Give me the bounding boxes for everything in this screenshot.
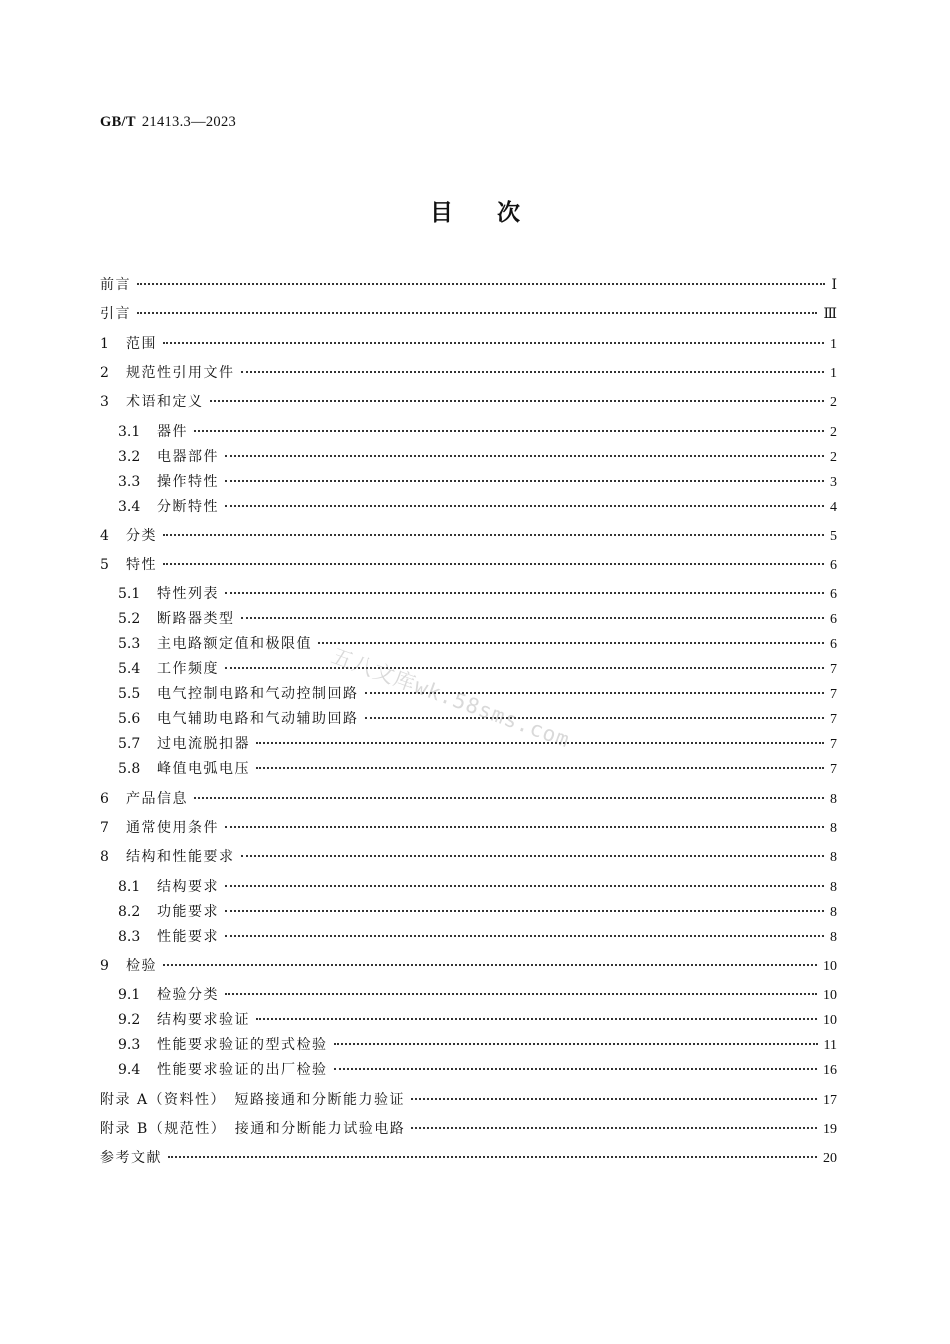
toc-entry-page: 10: [823, 958, 837, 974]
toc-entry-page: 11: [823, 1038, 837, 1054]
toc-entry-title: 前言: [100, 277, 131, 293]
dot-leader: [411, 1098, 817, 1100]
toc-entry-page: 6: [830, 612, 837, 628]
toc-entry[interactable]: [100, 1120, 837, 1139]
toc-entry-number: 5.6: [118, 711, 141, 728]
toc-entry-number: 5.3: [118, 636, 141, 653]
dot-leader: [163, 534, 824, 536]
toc-entry-number: 9.1: [118, 987, 141, 1004]
toc-entry[interactable]: [100, 393, 837, 412]
toc-entry[interactable]: [100, 364, 837, 383]
toc-entry-title: 分断特性: [157, 498, 219, 515]
toc-entry-title: 参考文献: [100, 1150, 162, 1167]
toc-entry[interactable]: [100, 848, 837, 867]
toc-entry-number: 8.1: [118, 878, 141, 895]
toc-entry-title: 附录 A（资料性） 短路接通和分断能力验证: [100, 1091, 406, 1108]
dot-leader: [225, 505, 824, 507]
toc-entry-page: 16: [823, 1063, 837, 1079]
toc-entry-page: 1: [830, 336, 837, 352]
dot-leader: [225, 455, 824, 457]
dot-leader: [225, 885, 824, 887]
toc-entry-title: 主电路额定值和极限值: [157, 636, 312, 653]
dot-leader: [334, 1068, 818, 1070]
toc-entry[interactable]: [118, 585, 837, 604]
toc-entry-page: 8: [830, 904, 837, 920]
dot-leader: [256, 1018, 817, 1020]
toc-entry-number: 8.3: [118, 928, 141, 945]
toc-entry-page: 7: [830, 662, 837, 678]
toc-entry-title: 术语和定义: [126, 394, 204, 411]
standard-number: 21413.3—2023: [141, 114, 237, 130]
toc-entry-number: 9.3: [118, 1037, 141, 1054]
toc-entry-page: 6: [830, 558, 837, 574]
toc-entry[interactable]: [118, 448, 837, 467]
standard-prefix: GB/T: [100, 114, 136, 130]
toc-entry[interactable]: [100, 819, 837, 838]
toc-entry-page: 6: [830, 587, 837, 603]
dot-leader: [241, 617, 825, 619]
toc-entry-title: 过电流脱扣器: [157, 736, 250, 753]
toc-entry-number: 5.8: [118, 761, 141, 778]
dot-leader: [137, 312, 817, 314]
toc-entry-number: 9.2: [118, 1012, 141, 1029]
toc-entry-page: 2: [830, 395, 837, 411]
toc-entry[interactable]: [118, 735, 837, 754]
toc-entry-page: 4: [830, 499, 837, 515]
toc-entry[interactable]: [118, 760, 837, 779]
dot-leader: [163, 342, 824, 344]
toc-entry-page: Ⅰ: [831, 278, 837, 293]
toc-entry-page: 8: [830, 821, 837, 836]
toc-entry-title: 功能要求: [157, 903, 219, 920]
dot-leader: [168, 1156, 817, 1158]
toc-entry-title: 工作频度: [157, 661, 219, 678]
toc-entry[interactable]: [118, 986, 837, 1005]
toc-entry-number: 5.4: [118, 661, 141, 678]
toc-entry[interactable]: [100, 335, 837, 354]
toc-entry-number: 3.1: [118, 423, 141, 440]
toc-entry[interactable]: [118, 610, 837, 629]
toc-entry-number: 5.1: [118, 586, 141, 603]
toc-entry-number: 3.3: [118, 473, 141, 490]
toc-entry-page: 7: [830, 687, 837, 703]
toc-entry[interactable]: [118, 1036, 837, 1055]
toc-entry[interactable]: [118, 928, 837, 947]
toc-entry[interactable]: [118, 1011, 837, 1030]
toc-entry-title: 产品信息: [126, 790, 188, 807]
toc-entry-page: 20: [823, 1151, 837, 1167]
dot-leader: [210, 400, 825, 402]
dot-leader: [241, 855, 825, 857]
dot-leader: [163, 964, 817, 966]
toc-entry-title: 特性: [126, 557, 157, 574]
dot-leader: [225, 935, 824, 937]
toc-entry-page: Ⅲ: [823, 307, 837, 323]
dot-leader: [194, 797, 824, 799]
toc-entry-page: 5: [830, 528, 837, 544]
toc-entry-number: 3.2: [118, 448, 141, 465]
toc-entry-page: 8: [830, 929, 837, 945]
dot-leader: [225, 592, 824, 594]
toc-entry-title: 峰值电弧电压: [157, 761, 250, 778]
toc-entry-page: 2: [830, 424, 837, 440]
toc-entry-title: 性能要求: [157, 928, 219, 945]
toc-entry[interactable]: [100, 276, 837, 295]
toc-entry-page: 6: [830, 637, 837, 653]
dot-leader: [241, 371, 825, 373]
toc-entry-title: 结构和性能要求: [126, 849, 235, 866]
toc-entry-title: 检验分类: [157, 987, 219, 1004]
toc-entry-title: 结构要求验证: [157, 1012, 250, 1029]
toc-entry-title: 器件: [157, 423, 188, 440]
toc-entry-title: 电气辅助电路和气动辅助回路: [157, 711, 359, 728]
dot-leader: [225, 826, 824, 828]
toc-entry-page: 8: [830, 879, 837, 895]
toc-entry-number: 5.5: [118, 686, 141, 703]
toc-entry-number: 8.2: [118, 903, 141, 920]
dot-leader: [194, 430, 824, 432]
dot-leader: [225, 910, 824, 912]
toc-entry-title: 规范性引用文件: [126, 364, 235, 381]
toc-entry-number: 7: [100, 820, 109, 836]
page-title: 目次: [430, 200, 564, 226]
toc-entry-title: 结构要求: [157, 878, 219, 895]
toc-entry-number: 5.7: [118, 736, 141, 753]
toc-entry-number: 2: [100, 364, 109, 381]
toc-entry-title: 电气控制电路和气动控制回路: [157, 686, 359, 703]
toc-entry-page: 10: [823, 988, 837, 1004]
toc-entry-number: 5: [100, 557, 109, 574]
dot-leader: [411, 1127, 817, 1129]
dot-leader: [318, 642, 824, 644]
toc-entry-title: 操作特性: [157, 473, 219, 490]
toc-entry[interactable]: [100, 305, 837, 324]
toc-entry[interactable]: [100, 527, 837, 546]
dot-leader: [365, 717, 825, 719]
toc-entry-title: 断路器类型: [157, 611, 235, 628]
toc-entry-number: 8: [100, 849, 109, 866]
toc-entry-title: 电器部件: [157, 448, 219, 465]
toc-entry[interactable]: [100, 1091, 837, 1110]
toc-entry-page: 7: [830, 737, 837, 753]
toc-entry-title: 特性列表: [157, 586, 219, 603]
toc-entry-page: 8: [830, 791, 837, 807]
dot-leader: [334, 1043, 818, 1045]
toc-entry-title: 性能要求验证的型式检验: [157, 1037, 328, 1054]
toc-entry[interactable]: [118, 498, 837, 517]
dot-leader: [137, 283, 825, 285]
dot-leader: [163, 563, 824, 565]
toc-entry[interactable]: [100, 790, 837, 809]
toc-entry-number: 1: [100, 335, 109, 352]
toc-entry[interactable]: [118, 660, 837, 679]
toc-entry-title: 通常使用条件: [126, 820, 219, 836]
toc-entry-page: 3: [830, 474, 837, 490]
dot-leader: [225, 993, 817, 995]
toc-entry-page: 19: [823, 1121, 837, 1137]
toc-entry-number: 4: [100, 527, 109, 544]
toc-entry[interactable]: [118, 903, 837, 922]
toc-entry-number: 9: [100, 957, 109, 974]
toc-entry-page: 7: [830, 762, 837, 778]
toc-entry-page: 17: [823, 1092, 837, 1108]
toc-entry[interactable]: [100, 1149, 837, 1168]
toc-entry-title: 性能要求验证的出厂检验: [157, 1062, 328, 1079]
dot-leader: [225, 667, 824, 669]
toc-entry-number: 5.2: [118, 611, 141, 628]
toc-entry[interactable]: [118, 423, 837, 442]
toc-entry-number: 3: [100, 394, 109, 411]
toc-entry[interactable]: [100, 957, 837, 976]
watermark: 五八文库wk.58sms.com: [328, 643, 574, 753]
dot-leader: [225, 480, 824, 482]
toc-entry[interactable]: [100, 556, 837, 575]
toc-entry[interactable]: [118, 635, 837, 654]
toc-entry-title: 分类: [126, 527, 157, 544]
toc-entry-page: 2: [830, 449, 837, 465]
toc-entry-number: 3.4: [118, 498, 141, 515]
toc-entry[interactable]: [118, 878, 837, 897]
toc-entry-page: 10: [823, 1013, 837, 1029]
toc-entry-number: 9.4: [118, 1062, 141, 1079]
toc-entry[interactable]: [118, 1061, 837, 1080]
toc-entry[interactable]: [118, 473, 837, 492]
toc-entry-page: 8: [830, 850, 837, 866]
toc-entry-title: 引言: [100, 306, 131, 323]
toc-entry-number: 6: [100, 790, 109, 807]
toc-entry-page: 7: [830, 712, 837, 728]
dot-leader: [256, 767, 824, 769]
toc-entry-title: 检验: [126, 957, 157, 974]
toc-entry-title: 范围: [126, 335, 157, 352]
toc-entry-title: 附录 B（规范性） 接通和分断能力试验电路: [100, 1120, 406, 1137]
toc-entry-page: 1: [830, 365, 837, 381]
